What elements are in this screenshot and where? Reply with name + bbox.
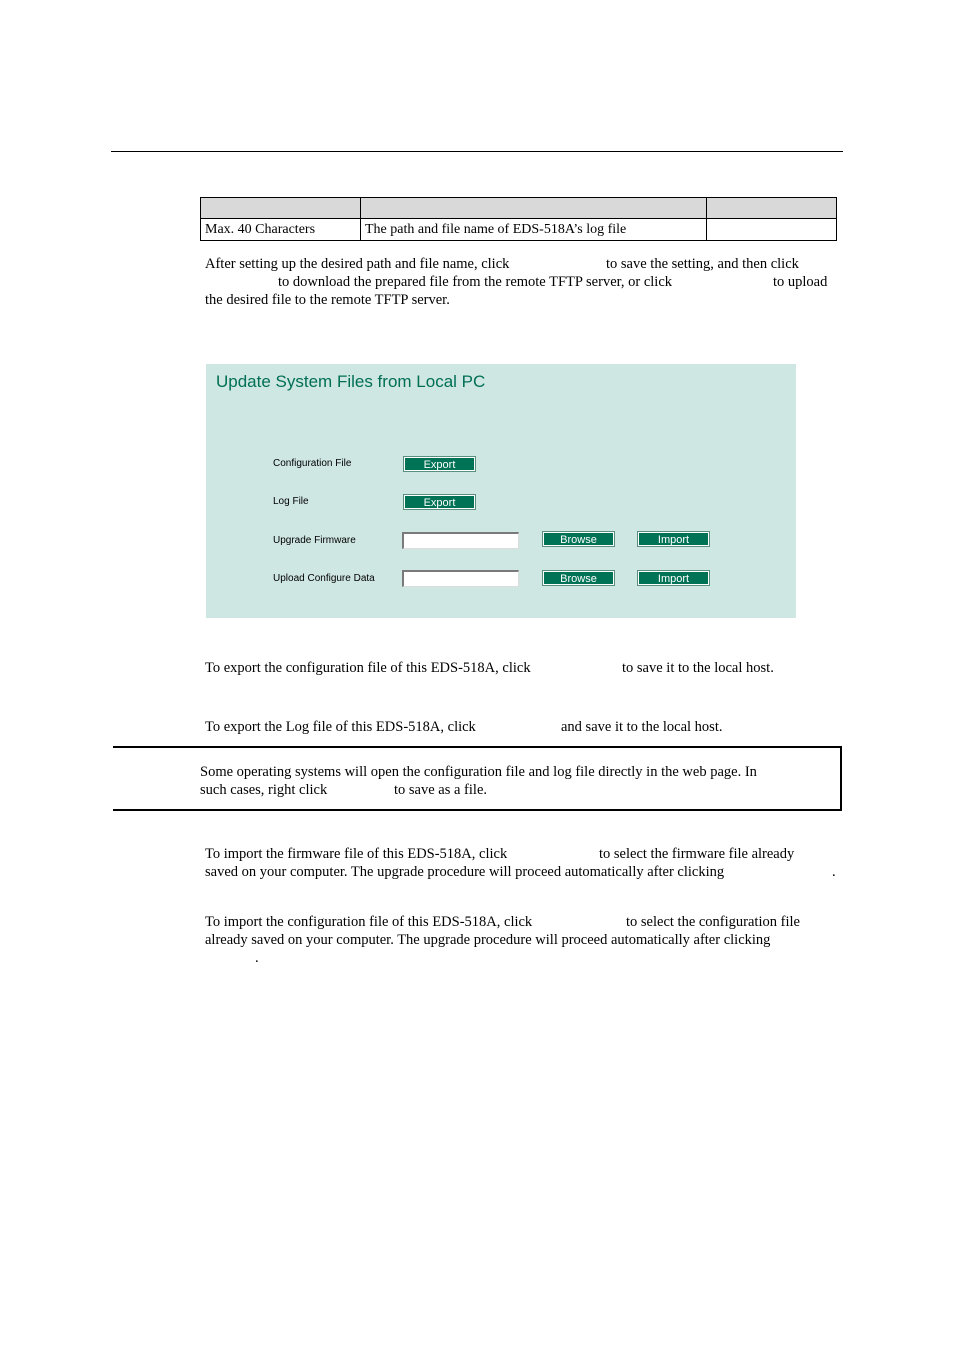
tftp-line2: to download the prepared file from the remote TFTP server, or click [278, 274, 673, 290]
update-system-files-panel [206, 364, 796, 618]
header-rule [111, 151, 843, 152]
import-firmware-paragraph [205, 845, 837, 881]
table-cell-description: The path and file name of EDS-518A’s log file [361, 219, 707, 241]
note-line2b: to save as a file. [394, 782, 488, 798]
export-config-paragraph [205, 659, 837, 677]
import-config-paragraph [205, 913, 837, 967]
export-log-paragraph [205, 718, 837, 736]
upgrade-firmware-label: Upgrade Firmware [273, 535, 356, 546]
browse-firmware-button[interactable]: Browse [543, 532, 614, 546]
export-config-text-b: to save it to the local host. [622, 660, 774, 676]
configure-data-input[interactable] [402, 570, 519, 587]
export-config-text-a: To export the configuration file of this EDS-518A, click [205, 660, 531, 676]
log-file-label: Log File [273, 496, 309, 507]
table-cell-default [707, 219, 837, 241]
tftp-paragraph [205, 255, 837, 309]
upload-configure-data-label: Upload Configure Data [273, 573, 375, 584]
note-box [113, 746, 842, 811]
table-cell-setting: Max. 40 Characters [201, 219, 361, 241]
import-config-line3: . [255, 950, 259, 966]
import-firmware-line1a: To import the firmware file of this EDS-518A, click [205, 846, 508, 862]
import-firmware-line1b: to select the firmware file already [599, 846, 795, 862]
browse-config-button[interactable]: Browse [543, 571, 614, 585]
import-firmware-button[interactable]: Import [638, 532, 709, 546]
export-log-button[interactable]: Export [404, 495, 475, 509]
table-row [201, 219, 837, 241]
export-log-text-a: To export the Log file of this EDS-518A, click [205, 719, 476, 735]
import-config-line2: already saved on your computer. The upgrade procedure will proceed automatically after clicking [205, 932, 771, 948]
configuration-file-label: Configuration File [273, 458, 352, 469]
table-header-cell [707, 198, 837, 219]
export-config-button[interactable]: Export [404, 457, 475, 471]
firmware-file-input[interactable] [402, 532, 519, 549]
note-line2a: such cases, right click [200, 782, 328, 798]
tftp-line2b: to upload [773, 274, 828, 290]
tftp-line1b: to save the setting, and then click [606, 256, 799, 272]
table-header-cell [201, 198, 361, 219]
import-config-line1b: to select the configuration file [626, 914, 800, 930]
tftp-line1: After setting up the desired path and file name, click [205, 256, 510, 272]
note-line1: Some operating systems will open the configuration file and log file directly in the web page. In [200, 764, 757, 780]
table-header-cell [361, 198, 707, 219]
tftp-line3: the desired file to the remote TFTP server. [205, 292, 450, 308]
export-log-text-b: and save it to the local host. [561, 719, 723, 735]
panel-title: Update System Files from Local PC [216, 372, 486, 391]
import-firmware-line2b: . [832, 864, 836, 880]
import-firmware-line2a: saved on your computer. The upgrade procedure will proceed automatically after clicking [205, 864, 725, 880]
setting-table [200, 197, 837, 241]
table-header-row [201, 198, 837, 219]
note-text [200, 763, 830, 799]
import-config-button[interactable]: Import [638, 571, 709, 585]
import-config-line1a: To import the configuration file of this EDS-518A, click [205, 914, 533, 930]
